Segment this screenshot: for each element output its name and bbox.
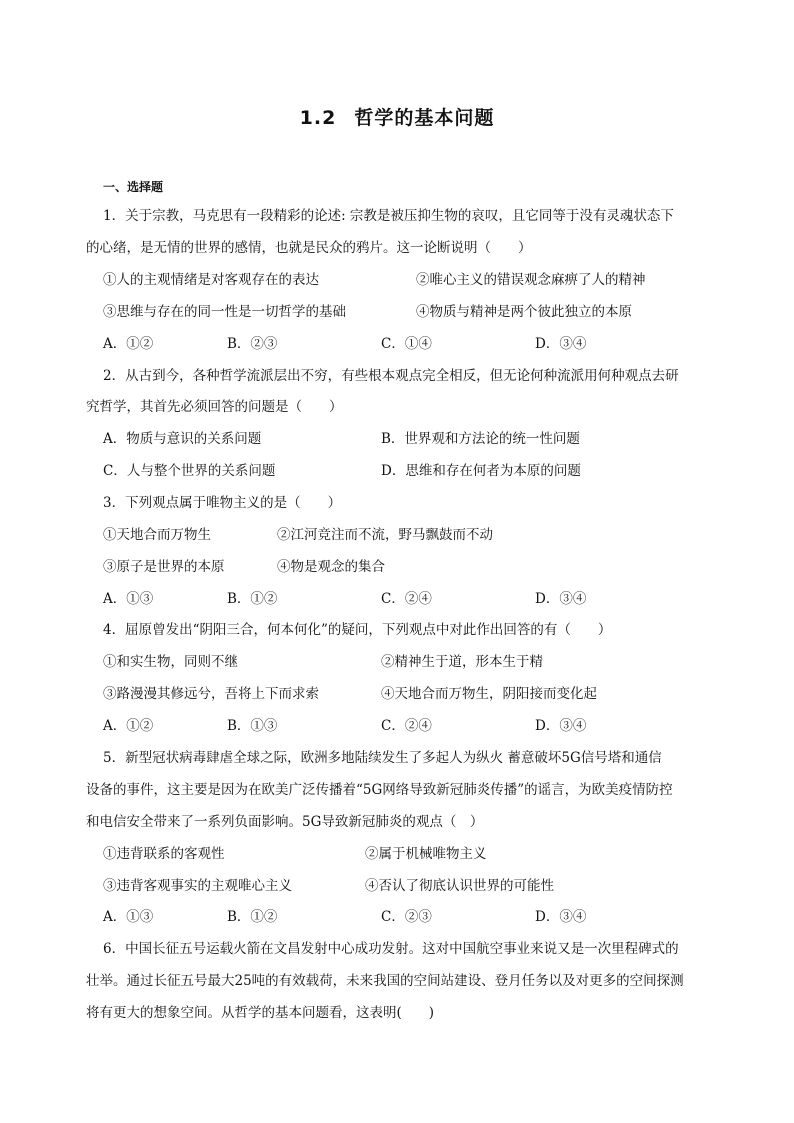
q3-option-c[interactable]: C．②④ <box>381 591 432 607</box>
q2-options-row2 <box>103 462 723 480</box>
q1-statement-2: ②唯心主义的错误观念麻痹了人的精神 <box>416 272 646 288</box>
q1-option-c[interactable]: C．①④ <box>381 336 432 352</box>
q1-option-b[interactable]: B．②③ <box>227 336 278 352</box>
q4-option-c[interactable]: C．②④ <box>381 718 432 734</box>
q6-stem-line1: 6．中国长征五号运载火箭在文昌发射中心成功发射。这对中国航空事业来说又是一次里程碑式的 <box>103 941 679 957</box>
q1-statement-1: ①人的主观情绪是对客观存在的表达 <box>103 272 319 288</box>
q5-statement-4: ④否认了彻底认识世界的可能性 <box>365 878 554 894</box>
q5-statement-2: ②属于机械唯物主义 <box>365 846 487 862</box>
q3-statement-2: ②江河竞注而不流，野马飘鼓而不动 <box>277 527 493 543</box>
q5-stem-line1: 5．新型冠状病毒肆虐全球之际，欧洲多地陆续发生了多起人为纵火 蓄意破坏5G信号塔和通信 <box>103 750 662 766</box>
q2-stem-line1: 2．从古到今，各种哲学流派层出不穷，有些根本观点完全相反，但无论何种流派用何种观点去研 <box>103 368 679 384</box>
q3-statement-row2 <box>103 558 723 576</box>
section-heading: 一、选择题 <box>103 180 164 194</box>
q5-option-c[interactable]: C．②③ <box>381 909 432 925</box>
q4-statement-3: ③路漫漫其修远兮，吾将上下而求索 <box>103 686 319 702</box>
q5-option-a[interactable]: A．①③ <box>103 909 154 925</box>
q1-options <box>103 335 723 353</box>
q1-statement-row1 <box>103 271 723 289</box>
q3-statement-1: ①天地合而万物生 <box>103 527 211 543</box>
q2-option-d[interactable]: D．思维和存在何者为本原的问题 <box>381 463 581 479</box>
q4-option-a[interactable]: A．①② <box>103 718 154 734</box>
q4-options <box>103 717 723 735</box>
q6-stem-line2: 壮举。通过长征五号最大25吨的有效载荷，未来我国的空间站建设、登月任务以及对更多的空间探测 <box>86 973 684 989</box>
q4-option-b[interactable]: B．①③ <box>227 718 278 734</box>
page-title <box>0 103 794 130</box>
q1-stem-line1: 1．关于宗教，马克思有一段精彩的论述: 宗教是被压抑生物的哀叹，且它同等于没有灵魂状态下 <box>103 208 674 224</box>
title-text: 哲学的基本问题 <box>354 107 495 129</box>
q5-option-d[interactable]: D．③④ <box>535 909 587 925</box>
q3-option-b[interactable]: B．①② <box>227 591 278 607</box>
q3-statement-3: ③原子是世界的本原 <box>103 559 225 575</box>
q1-statement-4: ④物质与精神是两个彼此独立的本原 <box>416 304 632 320</box>
title-number: 1.2 <box>299 107 337 129</box>
q4-statement-1: ①和实生物，同则不继 <box>103 654 238 670</box>
q1-statement-3: ③思维与存在的同一性是一切哲学的基础 <box>103 304 346 320</box>
q3-options <box>103 590 723 608</box>
q3-statement-row1 <box>103 526 723 544</box>
q2-options-row1 <box>103 430 723 448</box>
q5-statement-row1 <box>103 845 723 863</box>
q5-stem-line3: 和电信安全带来了一系列负面影响。5G导致新冠肺炎的观点（ ） <box>86 814 484 830</box>
q2-stem-line2: 究哲学，其首先必须回答的问题是（ ） <box>86 399 343 415</box>
q4-statement-row1 <box>103 653 723 671</box>
q6-stem-line3: 将有更大的想象空间。从哲学的基本问题看，这表明( ) <box>86 1005 435 1021</box>
q1-option-a[interactable]: A．①② <box>103 336 154 352</box>
q4-option-d[interactable]: D．③④ <box>535 718 587 734</box>
q1-statement-row2 <box>103 303 723 321</box>
q5-stem-line2: 设备的事件，这主要是因为在欧美广泛传播着“5G网络导致新冠肺炎传播”的谣言，为欧美疫情防控 <box>86 782 673 798</box>
q4-statement-row2 <box>103 685 723 703</box>
q5-statement-row2 <box>103 877 723 895</box>
q5-statement-3: ③违背客观事实的主观唯心主义 <box>103 878 292 894</box>
q5-option-b[interactable]: B．①② <box>227 909 278 925</box>
q3-option-d[interactable]: D．③④ <box>535 591 587 607</box>
q5-options <box>103 908 723 926</box>
q4-statement-4: ④天地合而万物生，阴阳接而变化起 <box>381 686 597 702</box>
q2-option-b[interactable]: B．世界观和方法论的统一性问题 <box>381 431 580 447</box>
q3-statement-4: ④物是观念的集合 <box>277 559 385 575</box>
q2-option-a[interactable]: A．物质与意识的关系问题 <box>103 431 262 447</box>
q4-statement-2: ②精神生于道，形本生于精 <box>381 654 543 670</box>
q3-stem: 3．下列观点属于唯物主义的是（ ） <box>103 495 342 511</box>
q4-stem: 4．屈原曾发出“阴阳三合，何本何化”的疑问，下列观点中对此作出回答的有（ ） <box>103 622 612 638</box>
q1-option-d[interactable]: D．③④ <box>535 336 587 352</box>
q5-statement-1: ①违背联系的客观性 <box>103 846 225 862</box>
q1-stem-line2: 的心绪，是无情的世界的感情，也就是民众的鸦片。这一论断说明（ ） <box>86 240 532 256</box>
q3-option-a[interactable]: A．①③ <box>103 591 154 607</box>
q2-option-c[interactable]: C．人与整个世界的关系问题 <box>103 463 276 479</box>
